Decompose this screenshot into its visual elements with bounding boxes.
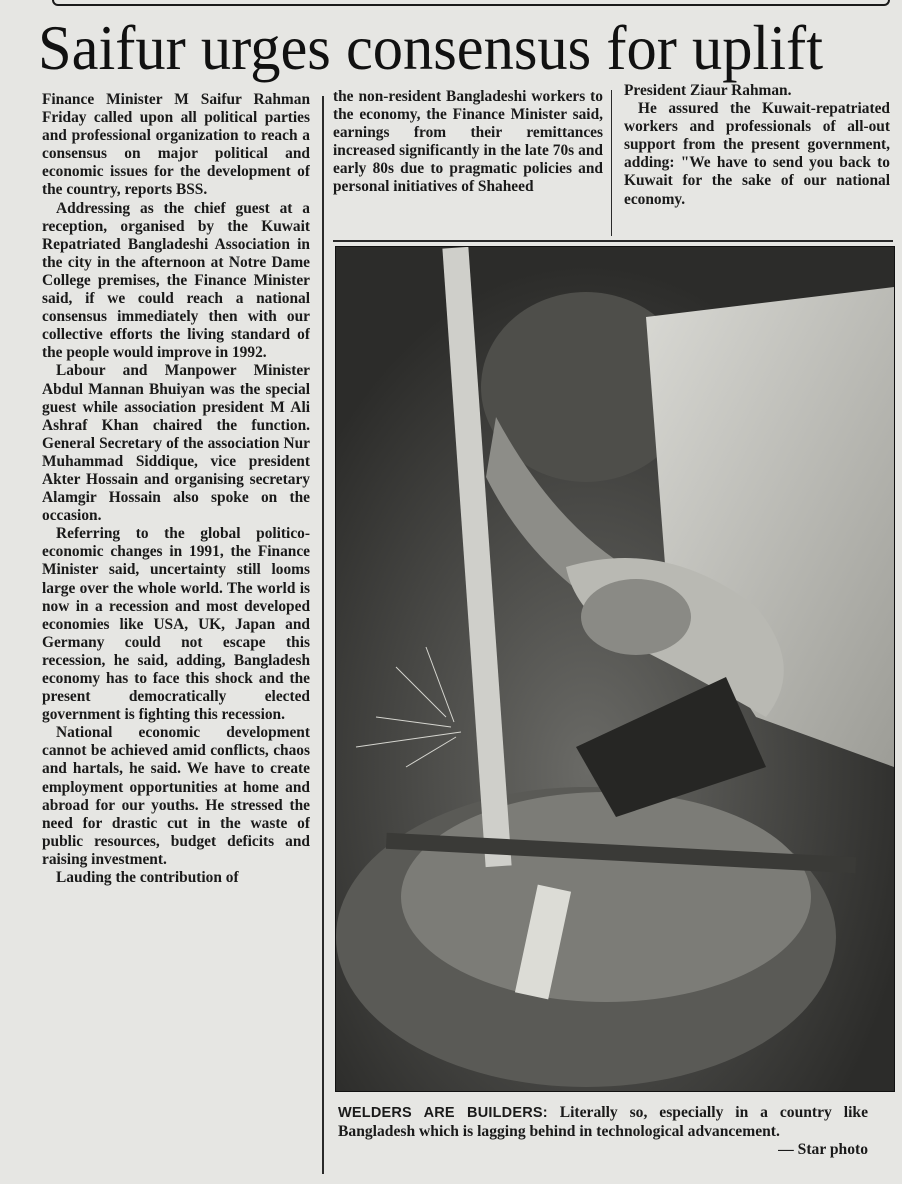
paragraph: President Ziaur Rahman. (624, 82, 792, 99)
photo-credit: — Star photo (778, 1141, 868, 1159)
caption-kicker: WELDERS ARE BUILDERS: (338, 1105, 548, 1121)
paragraph: He assured the Kuwait-repatriated workers and professionals of all-out support from the present government, adding: "We have to send you back to Kuwait for the sake of our national economy. (624, 100, 890, 208)
welder-photo-illustration (336, 247, 894, 1091)
photo-top-rule (333, 240, 893, 242)
paragraph-lead: Finance Minister M Saifur Rahman Friday called upon all political parties and professional organization to reach a consensus on major political and economic issues for the development of the country, reports BSS. (42, 91, 310, 199)
top-border-rule (52, 0, 890, 6)
photo-caption (338, 1104, 868, 1160)
paragraph: Referring to the global politico-economic changes in 1991, the Finance Minister said, uncertainty still looms large over the whole world. The world is now in a recession and most developed economies like USA, UK, Japan and Germany could not escape this recession, he said, adding, Bangladesh economy has to face this shock and the present democratically elected government is fighting this recession. (42, 525, 310, 724)
welder-photo (335, 246, 895, 1092)
column-divider (322, 96, 324, 1174)
article-column-3 (624, 82, 890, 238)
caption-text: Literally so, especially in a country like Bangladesh which is lagging behind in technological advancement. (338, 1104, 868, 1140)
paragraph: the non-resident Bangladeshi workers to the economy, the Finance Minister said, earnings from their remittances increased significantly in the late 70s and early 80s due to pragmatic policies and personal initiatives of Shaheed (333, 88, 603, 196)
paragraph: Lauding the contribution of (56, 869, 239, 887)
paragraph: Labour and Manpower Minister Abdul Mannan Bhuiyan was the special guest while association president M Ali Ashraf Khan chaired the function. General Secretary of the association Nur Muhammad Siddique, vice president Akter Hossain and organising secretary Alamgir Hossain also spoke on the occasion. (42, 362, 310, 525)
article-column-2 (333, 88, 603, 238)
headline: Saifur urges consensus for uplift (38, 13, 824, 83)
column-divider (611, 90, 612, 236)
paragraph: National economic development cannot be achieved amid conflicts, chaos and hartals, he said. We have to create employment opportunities at home and abroad for our youths. He stressed the need for drastic cut in the waste of public resources, budget deficits and raising investment. (42, 724, 310, 868)
paragraph: Addressing as the chief guest at a reception, organised by the Kuwait Repatriated Bangladeshi Association in the city in the afternoon at Notre Dame College premises, the Finance Minister said, if we could reach a national consensus immediately then with our collective efforts the living standard of the people would improve in 1992. (42, 199, 310, 362)
article-column-1 (42, 91, 310, 1179)
